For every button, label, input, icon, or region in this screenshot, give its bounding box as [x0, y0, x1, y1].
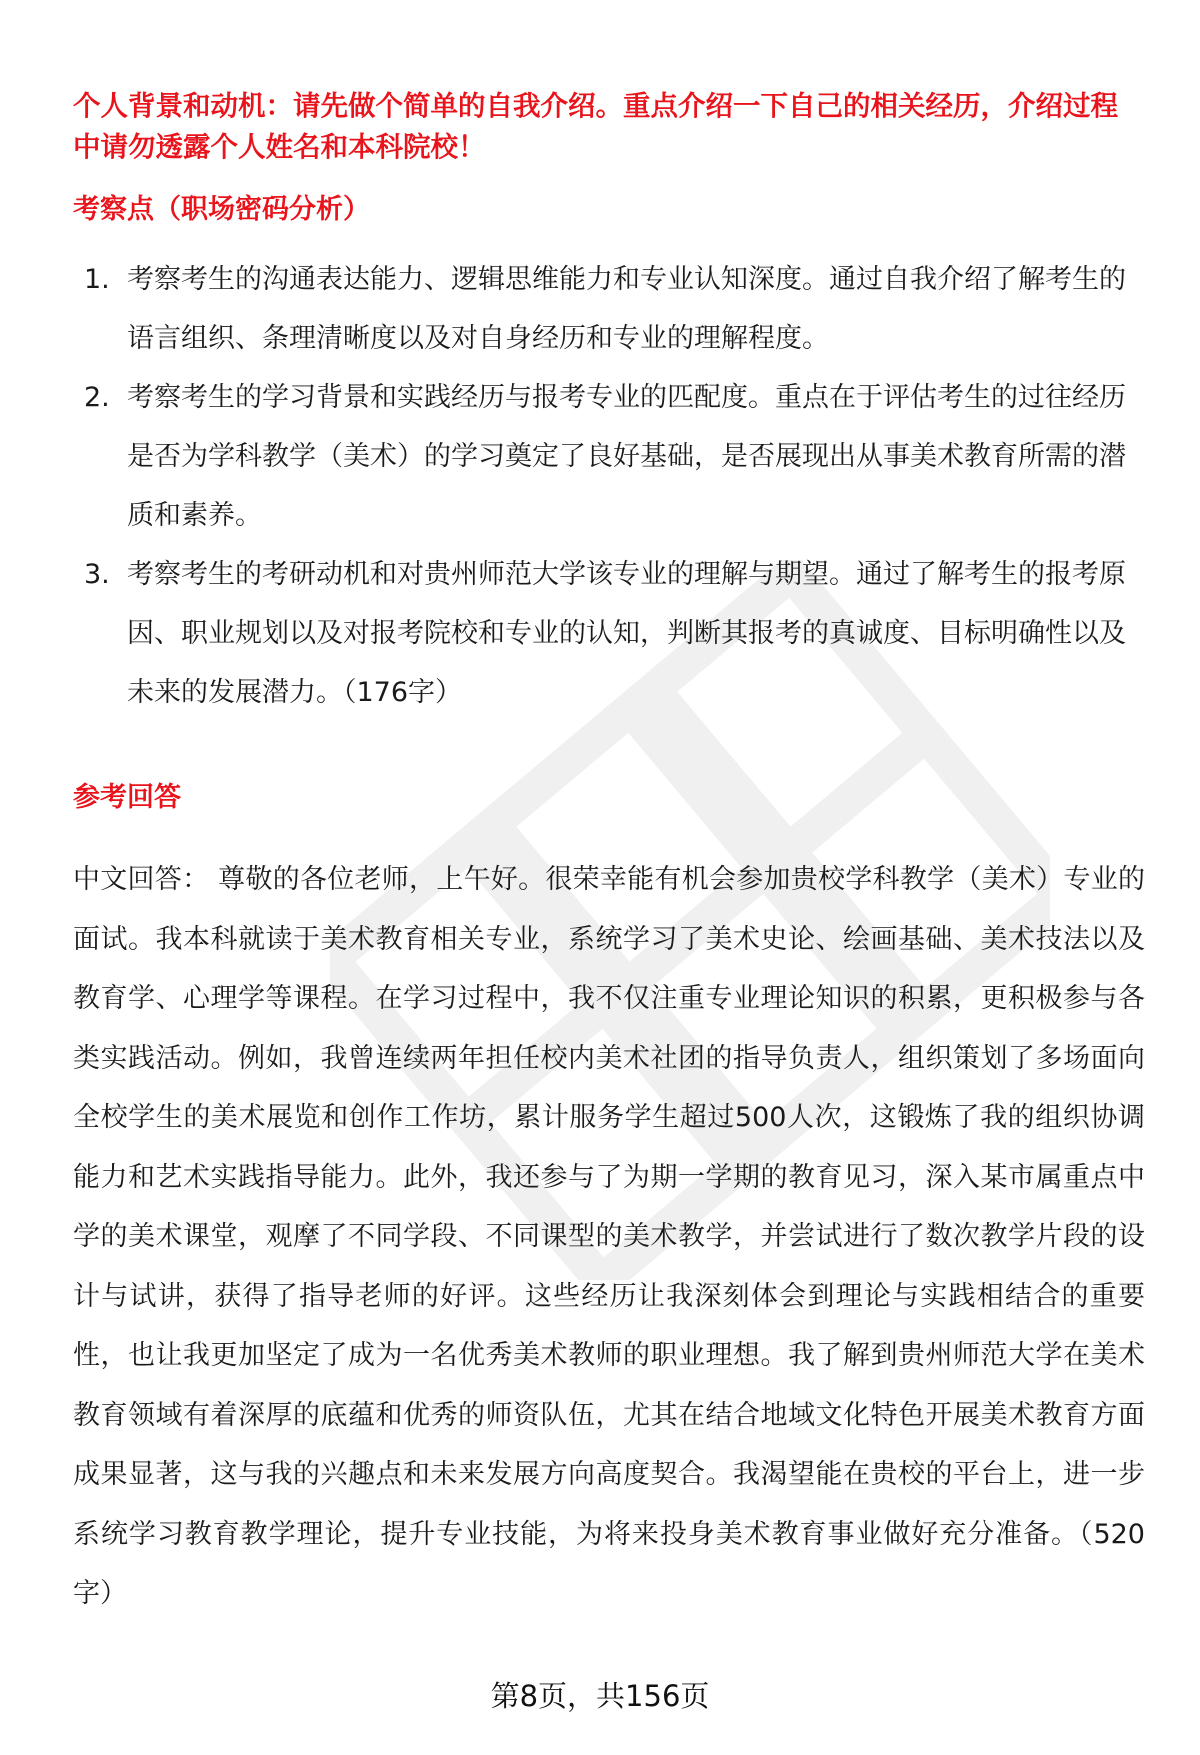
answer-heading: 参考回答: [73, 782, 181, 813]
list-item: [73, 368, 1145, 545]
page-number: 第8页，共156页: [490, 1679, 710, 1713]
points-list: [73, 250, 1145, 722]
question-text: 个人背景和动机：请先做个简单的自我介绍。重点介绍一下自己的相关经历，介绍过程中请勿透露个人姓名和本科院校！: [73, 90, 1118, 163]
points-heading: 考察点（职场密码分析）: [73, 194, 370, 225]
list-item-text: 考察考生的沟通表达能力、逻辑思维能力和专业认知深度。通过自我介绍了解考生的语言组织、条理清晰度以及对自身经历和专业的理解程度。: [127, 264, 1126, 354]
list-item-number: 2.: [84, 382, 110, 413]
answer-text: 中文回答： 尊敬的各位老师，上午好。很荣幸能有机会参加贵校学科教学（美术）专业的面试。我本科就读于美术教育相关专业，系统学习了美术史论、绘画基础、美术技法以及教育学、心理学等课程。在学习过程中，我不仅注重专业理论知识的积累，更积极参与各类实践活动。例如，我曾连续两年担任校内美术社团的指导负责人，组织策划了多场面向全校学生的美术展览和创作工作坊，累计服务学生超过500人次，这锻炼了我的组织协调能力和艺术实践指导能力。此外，我还参与了为期一学期的教育见习，深入某市属重点中学的美术课堂，观摩了不同学段、不同课型的美术教学，并尝试进行了数次教学片段的设计与试讲，获得了指导老师的好评。这些经历让我深刻体会到理论与实践相结合的重要性，也让我更加坚定了成为一名优秀美术教师的职业理想。我了解到贵州师范大学在美术教育领域有着深厚的底蕴和优秀的师资队伍，尤其在结合地域文化特色开展美术教育方面成果显著，这与我的兴趣点和未来发展方向高度契合。我渴望能在贵校的平台上，进一步系统学习教育教学理论，提升专业技能，为将来投身美术教育事业做好充分准备。（520字）: [73, 864, 1145, 1609]
list-item: [73, 250, 1145, 368]
list-item-text: 考察考生的学习背景和实践经历与报考专业的匹配度。重点在于评估考生的过往经历是否为学科教学（美术）的学习奠定了良好基础，是否展现出从事美术教育所需的潜质和素养。: [127, 382, 1126, 531]
list-item-number: 3.: [84, 559, 110, 590]
document-page: [73, 86, 1145, 1609]
list-item: [73, 545, 1145, 722]
list-item-number: 1.: [84, 264, 110, 295]
list-item-text: 考察考生的考研动机和对贵州师范大学该专业的理解与期望。通过了解考生的报考原因、职业规划以及对报考院校和专业的认知，判断其报考的真诚度、目标明确性以及未来的发展潜力。（176字）: [127, 559, 1126, 708]
